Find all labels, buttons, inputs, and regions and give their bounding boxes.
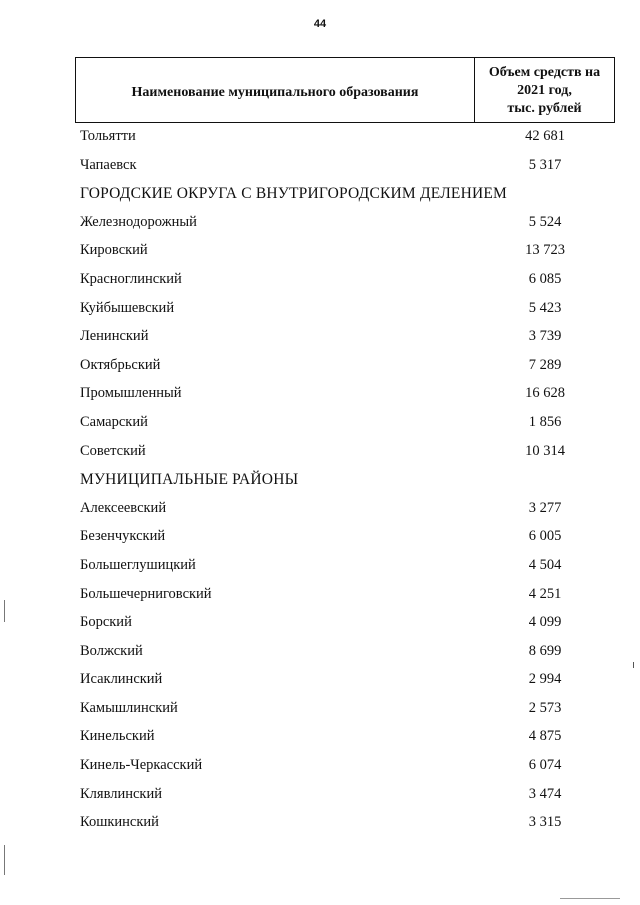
table-row bbox=[0, 494, 640, 523]
municipality-name: Ленинский bbox=[80, 328, 149, 345]
table-row bbox=[0, 265, 640, 294]
funding-value: 8 699 bbox=[528, 642, 562, 659]
municipality-name: Исаклинский bbox=[80, 671, 163, 688]
municipality-name: Алексеевский bbox=[80, 499, 167, 516]
municipality-name: Советский bbox=[80, 442, 146, 459]
table-row bbox=[0, 722, 640, 751]
funding-value: 42 681 bbox=[525, 128, 565, 144]
municipality-name: Большечерниговский bbox=[80, 585, 212, 602]
section-row bbox=[0, 179, 640, 208]
municipality-name: Клявлинский bbox=[80, 785, 162, 802]
table-body bbox=[0, 122, 640, 837]
table-row bbox=[0, 637, 640, 666]
table-row bbox=[0, 551, 640, 580]
funding-value: 4 251 bbox=[528, 585, 562, 602]
table-row bbox=[0, 122, 640, 151]
table-row bbox=[0, 351, 640, 380]
municipality-name: Большеглушицкий bbox=[80, 556, 196, 573]
funding-value: 2 573 bbox=[528, 699, 562, 716]
funding-value: 3 474 bbox=[528, 785, 562, 802]
municipality-name: Самарский bbox=[80, 413, 148, 430]
table-header bbox=[75, 57, 615, 123]
funding-value: 1 856 bbox=[528, 413, 562, 430]
funding-value: 3 739 bbox=[528, 328, 562, 345]
table-row bbox=[0, 322, 640, 351]
table-row bbox=[0, 294, 640, 323]
funding-value: 4 875 bbox=[528, 728, 562, 745]
municipality-name: Волжский bbox=[80, 642, 143, 659]
municipality-name: Безенчукский bbox=[80, 528, 166, 545]
municipality-name: Октябрьский bbox=[80, 356, 161, 373]
scan-edge-mark bbox=[4, 600, 5, 622]
table-row bbox=[0, 151, 640, 180]
municipality-name: Камышлинский bbox=[80, 699, 178, 716]
funding-value: 5 524 bbox=[528, 213, 562, 230]
municipality-name: Кинельский bbox=[80, 728, 155, 745]
table-row bbox=[0, 379, 640, 408]
funding-value: 3 315 bbox=[528, 814, 562, 831]
funding-value: 4 099 bbox=[528, 614, 562, 631]
municipality-name: Кинель-Черкасский bbox=[80, 757, 203, 774]
municipality-name: Железнодорожный bbox=[80, 213, 197, 230]
section-title: ГОРОДСКИЕ ОКРУГА С ВНУТРИГОРОДСКИМ ДЕЛЕНИЕМ bbox=[80, 185, 508, 203]
table-row bbox=[0, 437, 640, 466]
municipality-name: Красноглинский bbox=[80, 270, 182, 287]
funding-value: 6 074 bbox=[528, 757, 562, 774]
funding-value: 13 723 bbox=[525, 242, 565, 259]
funding-value: 6 085 bbox=[528, 270, 562, 287]
header-municipality-name: Наименование муниципального образования bbox=[76, 58, 475, 122]
header-funding-line: 2021 год, bbox=[517, 83, 572, 98]
scan-speck bbox=[560, 898, 620, 899]
funding-value: 5 317 bbox=[528, 156, 562, 173]
municipality-name: Промышленный bbox=[80, 385, 182, 402]
funding-value: 10 314 bbox=[525, 442, 565, 459]
header-funding-line: тыс. рублей bbox=[507, 101, 582, 116]
funding-value: 3 277 bbox=[528, 499, 562, 516]
municipality-name: Чапаевск bbox=[80, 156, 137, 173]
funding-value: 2 994 bbox=[528, 671, 562, 688]
header-funding-line: Объем средств на bbox=[488, 65, 601, 80]
section-row bbox=[0, 465, 640, 494]
table-row bbox=[0, 694, 640, 723]
municipality-name: Кошкинский bbox=[80, 814, 159, 831]
municipality-name: Борский bbox=[80, 614, 132, 631]
funding-value: 4 504 bbox=[528, 556, 562, 573]
scan-speck bbox=[633, 662, 634, 668]
table-row bbox=[0, 808, 640, 837]
section-title: МУНИЦИПАЛЬНЫЕ РАЙОНЫ bbox=[80, 471, 299, 489]
table-row bbox=[0, 780, 640, 809]
municipality-name: Куйбышевский bbox=[80, 299, 175, 316]
header-funding-volume bbox=[475, 58, 614, 122]
table-row bbox=[0, 608, 640, 637]
table-row bbox=[0, 236, 640, 265]
municipality-name: Тольятти bbox=[80, 128, 136, 144]
funding-value: 5 423 bbox=[528, 299, 562, 316]
municipality-name: Кировский bbox=[80, 242, 148, 259]
table-row bbox=[0, 208, 640, 237]
table-row bbox=[0, 665, 640, 694]
table-row bbox=[0, 751, 640, 780]
table-row bbox=[0, 522, 640, 551]
table-row bbox=[0, 580, 640, 609]
funding-value: 7 289 bbox=[528, 356, 562, 373]
scan-edge-mark bbox=[4, 845, 5, 875]
table-row bbox=[0, 408, 640, 437]
funding-value: 16 628 bbox=[525, 385, 565, 402]
page-number: 44 bbox=[313, 18, 327, 30]
funding-value: 6 005 bbox=[528, 528, 562, 545]
